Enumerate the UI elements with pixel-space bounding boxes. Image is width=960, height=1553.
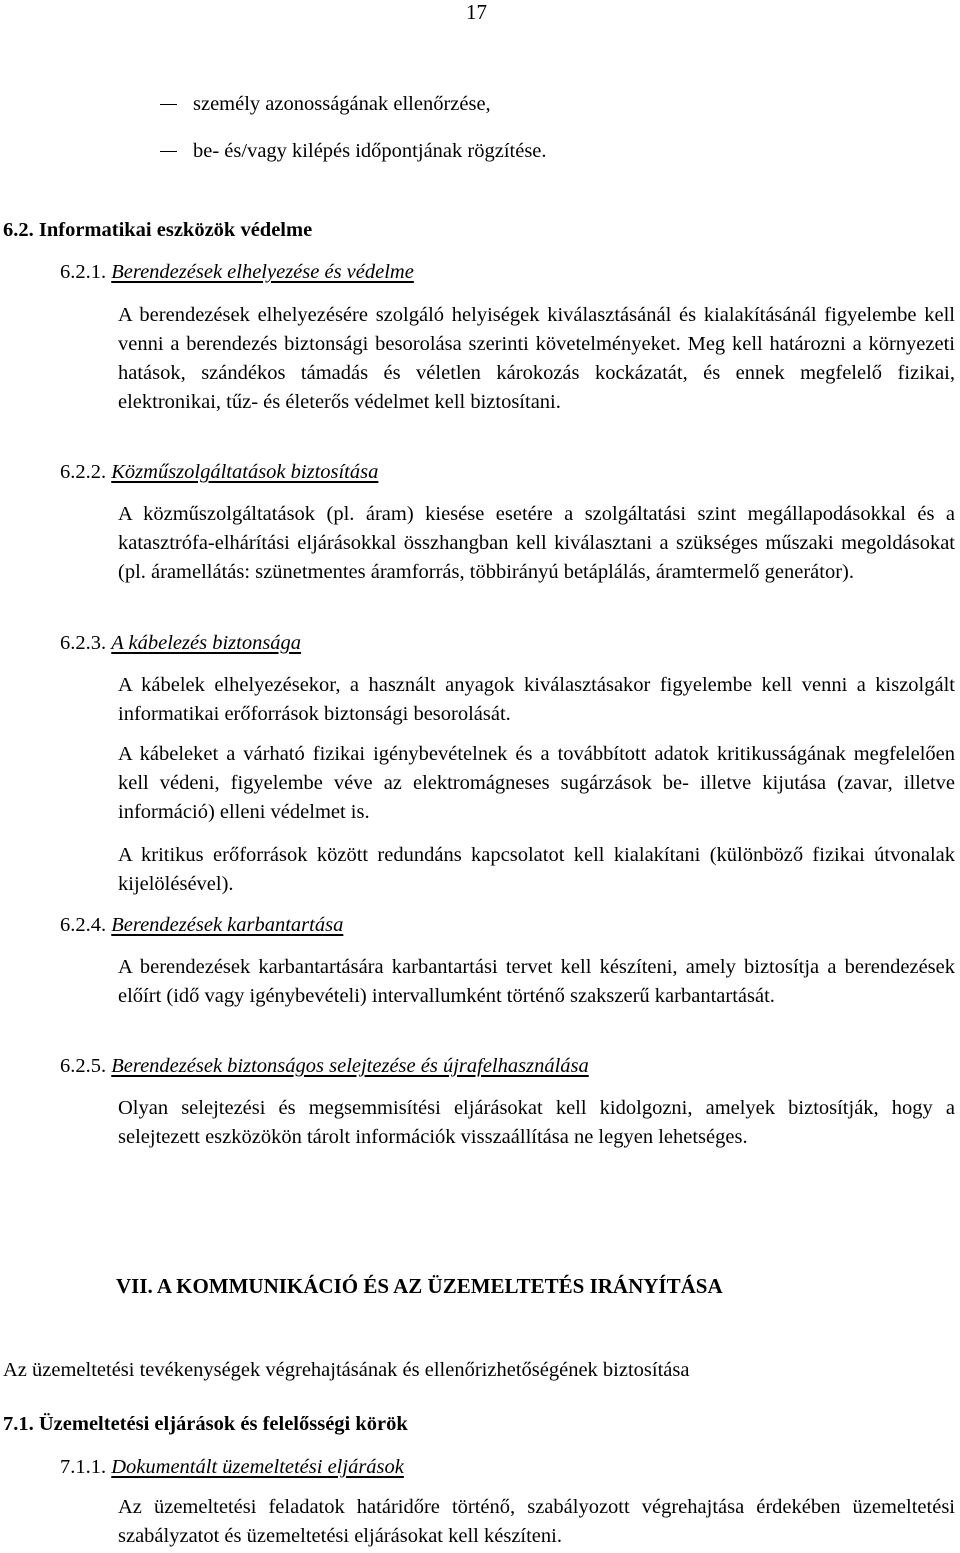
paragraph-6-2-5: Olyan selejtezési és megsemmisítési eljárásokat kell kidolgozni, amelyek biztosítják, hogy a selejtezett eszközökön tárolt információk visszaállítása ne legyen lehetséges. [118,1097,955,1148]
subsection-number: 6.2.3. [60,632,107,654]
subsection-title: Berendezések biztonságos selejtezése és újrafelhasználása [111,1055,589,1077]
dash-icon [160,104,177,105]
subsection-heading-6-2-5 [60,1052,589,1081]
subsection-heading-7-1-1 [60,1453,404,1482]
subsection-title: Berendezések karbantartása [111,914,344,936]
subsection-heading-6-2-3 [60,629,301,658]
paragraph-6-2-2: A közműszolgáltatások (pl. áram) kiesése esetére a szolgáltatási szint megállapodásokkal és a katasztrófa-elhárítási eljárásokkal összhangban kell kiválasztani a szükséges műszaki megoldásokat (pl. áramellátás: szünetmentes áramforrás, többirányú betáplálás, áramtermelő generátor). [118,503,955,583]
subsection-number: 6.2.1. [60,261,107,283]
dash-icon [160,151,177,152]
section-heading-6-2: 6.2. Informatikai eszközök védelme [3,219,313,241]
subsection-number: 6.2.2. [60,461,107,483]
chapter-heading: VII. A KOMMUNIKÁCIÓ ÉS AZ ÜZEMELTETÉS IRÁNYÍTÁSA [116,1274,723,1298]
paragraph-6-2-4: A berendezések karbantartására karbantartási tervet kell készíteni, amely biztosítja a berendezések előírt (idő vagy igénybevételi) intervallumként történő szakszerű karbantartását. [118,956,955,1007]
subsection-title: Dokumentált üzemeltetési eljárások [111,1456,404,1478]
section-heading-7-1: 7.1. Üzemeltetési eljárások és felelősségi körök [3,1413,408,1435]
paragraph-6-2-1: A berendezések elhelyezésére szolgáló helyiségek kiválasztásánál és kialakításánál figyelembe kell venni a berendezés biztonsági besorolása szerinti követelményeket. Meg kell határozni a környezeti hatások, szándékos támadás és véletlen károkozás kockázatát, és ennek megfelelő fizikai, elektronikai, tűz- és életerős védelmet kell biztosítani. [118,304,955,413]
subsection-heading-6-2-2 [60,458,378,487]
chapter-intro: Az üzemeltetési tevékenységek végrehajtásának és ellenőrizhetőségének biztosítása [3,1359,690,1381]
paragraph-6-2-3-b: A kábeleket a várható fizikai igénybevételnek és a továbbított adatok kritikusságának megfelelően kell védeni, figyelembe véve az elektromágneses sugárzások be- illetve kijutása (zavar, illetve információ) elleni védelmet is. [118,743,955,823]
paragraph-7-1-1: Az üzemeltetési feladatok határidőre történő, szabályozott végrehajtása érdekében üzemeltetési szabályzatot és üzemeltetési eljárásokat kell készíteni. [118,1496,955,1547]
subsection-number: 6.2.5. [60,1055,107,1077]
subsection-title: Közműszolgáltatások biztosítása [111,461,379,483]
subsection-number: 6.2.4. [60,914,107,936]
list-item: személy azonosságának ellenőrzése, [160,90,547,137]
subsection-heading-6-2-4 [60,911,343,940]
subsection-heading-6-2-1 [60,258,414,287]
subsection-number: 7.1.1. [60,1456,107,1478]
paragraph-6-2-3-a: A kábelek elhelyezésekor, a használt anyagok kiválasztásakor figyelembe kell venni a kiszolgált informatikai erőforrások biztonsági besorolását. [118,674,955,725]
page-number: 17 [466,0,487,24]
bullet-list [160,90,547,184]
list-item: be- és/vagy kilépés időpontjának rögzítése. [160,137,547,184]
subsection-title: Berendezések elhelyezése és védelme [111,261,414,283]
subsection-title: A kábelezés biztonsága [111,632,302,654]
paragraph-6-2-3-c: A kritikus erőforrások között redundáns kapcsolatot kell kialakítani (különböző fizikai útvonalak kijelölésével). [118,844,955,895]
